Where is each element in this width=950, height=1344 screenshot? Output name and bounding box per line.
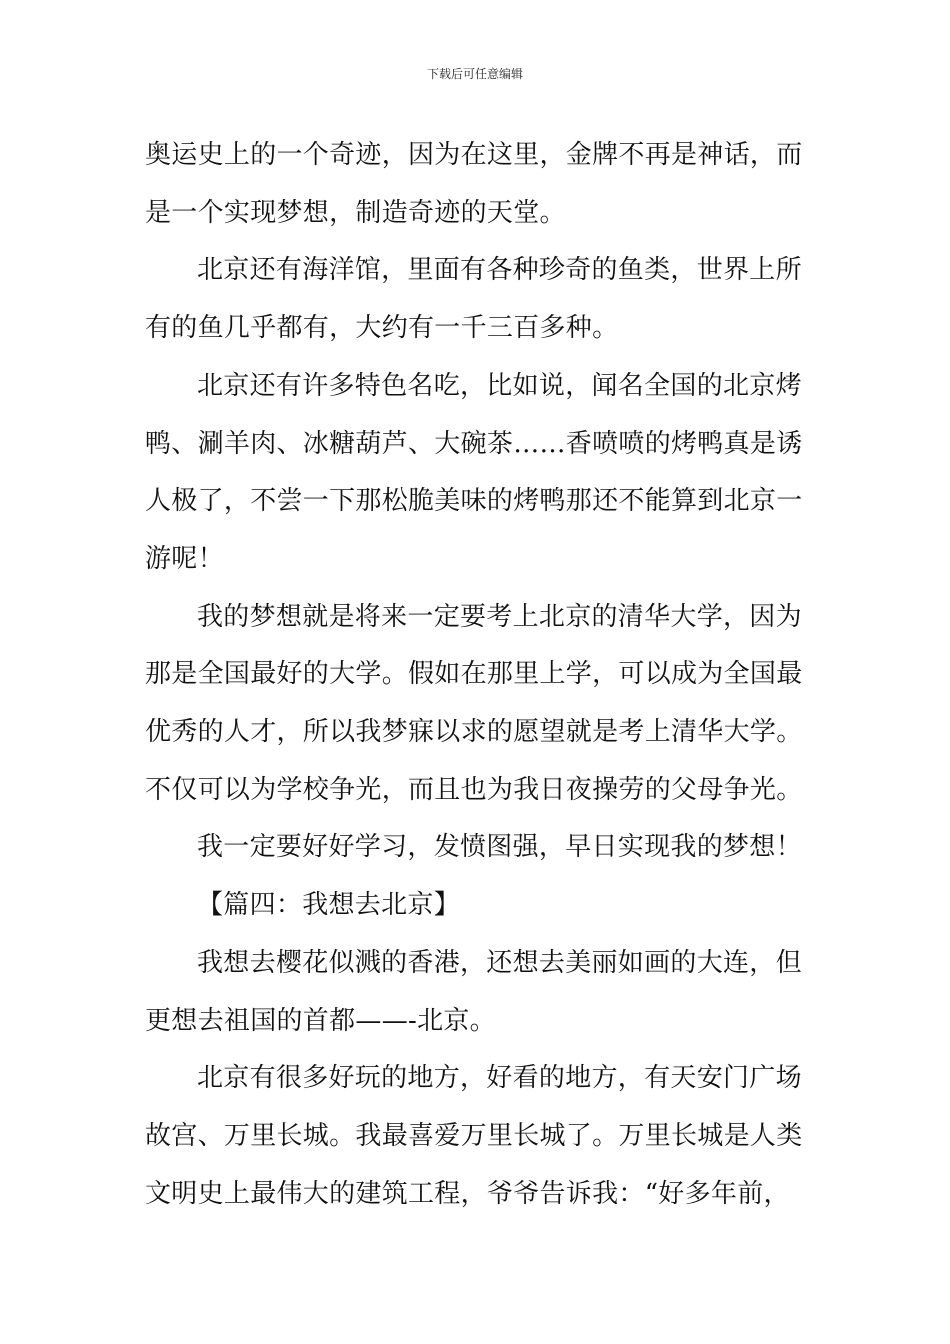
text-line: 文明史上最伟大的建筑工程，爷爷告诉我：“好多年前， [145,1178,790,1209]
text-line: 人极了，不尝一下那松脆美味的烤鸭那还不能算到北京一 [145,486,803,517]
text-line: 是一个实现梦想，制造奇迹的天堂。 [145,197,566,228]
text-line: 故宫、万里长城。我最喜爱万里长城了。万里长城是人类 [145,1120,803,1151]
text-line: 我想去樱花似溅的香港，还想去美丽如画的大连，但 [197,947,802,978]
text-line: 北京还有海洋馆，里面有各种珍奇的鱼类，世界上所 [197,255,802,286]
text-line: 奥运史上的一个奇迹，因为在这里，金牌不再是神话，而 [145,140,803,170]
text-line: 更想去祖国的首都——-北京。 [145,1005,496,1036]
text-line: 有的鱼几乎都有，大约有一千三百多种。 [145,313,619,344]
text-line: 我一定要好好学习，发愤图强，早日实现我的梦想！ [197,832,802,863]
document-body [145,127,810,1223]
text-line: 优秀的人才，所以我梦寐以求的愿望就是考上清华大学。 [145,717,803,748]
text-line: 我的梦想就是将来一定要考上北京的清华大学，因为 [197,601,802,632]
text-line: 不仅可以为学校争光，而且也为我日夜操劳的父母争光。 [145,774,803,805]
text-line: 游呢！ [145,543,224,574]
page-header: 下载后可任意编辑 [426,67,523,81]
text-line: 北京有很多好玩的地方，好看的地方，有天安门广场 [197,1063,802,1094]
text-line: 那是全国最好的大学。假如在那里上学，可以成为全国最 [145,659,803,690]
text-line: 【篇四：我想去北京】 [197,890,461,921]
text-line: 北京还有许多特色名吃，比如说，闻名全国的北京烤 [197,370,802,401]
text-line: 鸭、涮羊肉、冰糖葫芦、大碗茶……香喷喷的烤鸭真是诱 [145,428,803,459]
